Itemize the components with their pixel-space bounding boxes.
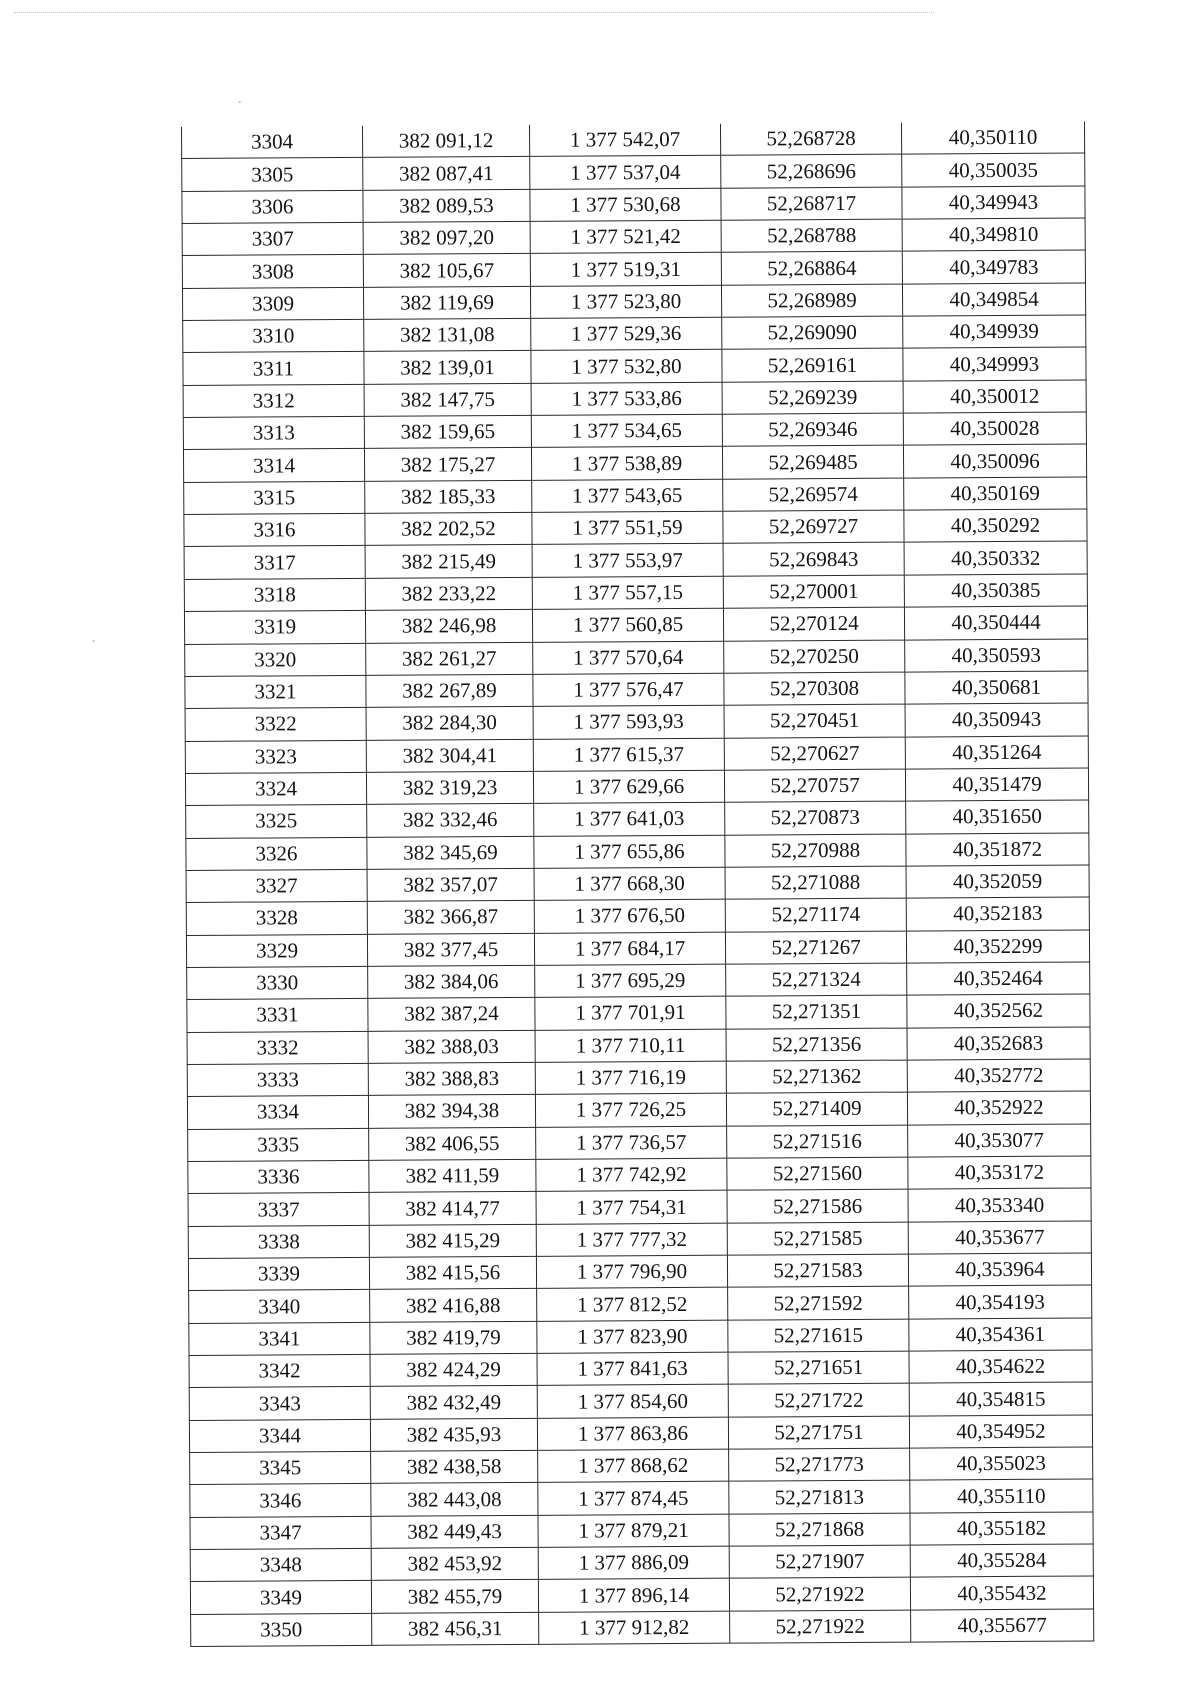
- y-coordinate-cell: 1 377 736,57: [536, 1126, 727, 1160]
- latitude-cell: 52,271409: [726, 1092, 907, 1125]
- longitude-cell: 40,349993: [903, 347, 1086, 380]
- longitude-cell: 40,350681: [905, 671, 1088, 704]
- latitude-cell: 52,269239: [722, 381, 903, 414]
- longitude-cell: 40,353964: [908, 1253, 1091, 1286]
- latitude-cell: 52,271174: [725, 898, 906, 931]
- latitude-cell: 52,271267: [725, 931, 906, 964]
- point-number-cell: 3319: [184, 611, 365, 644]
- x-coordinate-cell: 382 415,29: [369, 1224, 536, 1257]
- point-number-cell: 3307: [182, 222, 363, 255]
- y-coordinate-cell: 1 377 532,80: [531, 350, 722, 384]
- point-number-cell: 3310: [183, 319, 364, 352]
- x-coordinate-cell: 382 332,46: [367, 804, 534, 837]
- longitude-cell: 40,353677: [908, 1221, 1091, 1254]
- y-coordinate-cell: 1 377 553,97: [532, 544, 723, 578]
- longitude-cell: 40,351479: [905, 768, 1088, 801]
- longitude-cell: 40,349810: [902, 218, 1085, 251]
- x-coordinate-cell: 382 414,77: [369, 1192, 536, 1225]
- longitude-cell: 40,355182: [910, 1512, 1093, 1545]
- y-coordinate-cell: 1 377 695,29: [535, 964, 726, 998]
- x-coordinate-cell: 382 119,69: [363, 286, 530, 319]
- longitude-cell: 40,354361: [909, 1318, 1092, 1351]
- y-coordinate-cell: 1 377 716,19: [535, 1061, 726, 1095]
- x-coordinate-cell: 382 246,98: [365, 610, 532, 643]
- point-number-cell: 3317: [184, 546, 365, 579]
- x-coordinate-cell: 382 105,67: [363, 254, 530, 287]
- latitude-cell: 52,269843: [723, 543, 904, 576]
- latitude-cell: 52,270988: [725, 834, 906, 867]
- latitude-cell: 52,271868: [729, 1513, 910, 1546]
- longitude-cell: 40,350169: [904, 477, 1087, 510]
- x-coordinate-cell: 382 387,24: [368, 998, 535, 1031]
- x-coordinate-cell: 382 304,41: [366, 739, 533, 772]
- longitude-cell: 40,352059: [906, 865, 1089, 898]
- x-coordinate-cell: 382 455,79: [371, 1580, 538, 1613]
- x-coordinate-cell: 382 284,30: [366, 707, 533, 740]
- point-number-cell: 3329: [186, 934, 367, 967]
- point-number-cell: 3332: [187, 1031, 368, 1064]
- point-number-cell: 3345: [190, 1451, 371, 1484]
- x-coordinate-cell: 382 384,06: [368, 965, 535, 998]
- x-coordinate-cell: 382 215,49: [365, 545, 532, 578]
- longitude-cell: 40,350385: [904, 574, 1087, 607]
- y-coordinate-cell: 1 377 551,59: [532, 511, 723, 545]
- y-coordinate-cell: 1 377 529,36: [531, 317, 722, 351]
- y-coordinate-cell: 1 377 521,42: [530, 220, 721, 254]
- x-coordinate-cell: 382 424,29: [370, 1353, 537, 1386]
- latitude-cell: 52,271356: [726, 1028, 907, 1061]
- longitude-cell: 40,354193: [909, 1285, 1092, 1318]
- latitude-cell: 52,271813: [729, 1481, 910, 1514]
- longitude-cell: 40,349854: [902, 283, 1085, 316]
- latitude-cell: 52,268864: [721, 251, 902, 284]
- scan-artifact-speck: [238, 101, 241, 103]
- x-coordinate-cell: 382 419,79: [370, 1321, 537, 1354]
- point-number-cell: 3323: [185, 740, 366, 773]
- x-coordinate-cell: 382 147,75: [364, 383, 531, 416]
- point-number-cell: 3339: [188, 1257, 369, 1290]
- longitude-cell: 40,350593: [905, 638, 1088, 671]
- longitude-cell: 40,355432: [910, 1576, 1093, 1609]
- y-coordinate-cell: 1 377 668,30: [534, 867, 725, 901]
- y-coordinate-cell: 1 377 593,93: [533, 705, 724, 739]
- x-coordinate-cell: 382 377,45: [367, 933, 534, 966]
- latitude-cell: 52,271722: [728, 1383, 909, 1416]
- x-coordinate-cell: 382 233,22: [365, 577, 532, 610]
- latitude-cell: 52,269485: [722, 446, 903, 479]
- x-coordinate-cell: 382 159,65: [364, 415, 531, 448]
- y-coordinate-cell: 1 377 684,17: [534, 932, 725, 966]
- latitude-cell: 52,271751: [728, 1416, 909, 1449]
- x-coordinate-cell: 382 443,08: [371, 1483, 538, 1516]
- x-coordinate-cell: 382 319,23: [366, 771, 533, 804]
- y-coordinate-cell: 1 377 655,86: [534, 835, 725, 869]
- point-number-cell: 3320: [185, 643, 366, 676]
- y-coordinate-cell: 1 377 841,63: [537, 1352, 728, 1386]
- x-coordinate-cell: 382 131,08: [364, 318, 531, 351]
- y-coordinate-cell: 1 377 542,07: [529, 124, 720, 157]
- latitude-cell: 52,269727: [723, 510, 904, 543]
- coordinate-table-body: [181, 121, 1093, 1646]
- y-coordinate-cell: 1 377 629,66: [533, 770, 724, 804]
- table-row: [191, 1609, 1094, 1647]
- longitude-cell: 40,354622: [909, 1350, 1092, 1383]
- y-coordinate-cell: 1 377 533,86: [531, 382, 722, 416]
- point-number-cell: 3350: [191, 1613, 372, 1646]
- y-coordinate-cell: 1 377 641,03: [534, 802, 725, 836]
- coordinate-table-page: [181, 121, 1092, 1647]
- y-coordinate-cell: 1 377 742,92: [536, 1158, 727, 1192]
- y-coordinate-cell: 1 377 557,15: [532, 576, 723, 610]
- point-number-cell: 3305: [182, 158, 363, 191]
- longitude-cell: 40,351264: [905, 736, 1088, 769]
- point-number-cell: 3341: [189, 1322, 370, 1355]
- longitude-cell: 40,352772: [907, 1059, 1090, 1092]
- longitude-cell: 40,353172: [908, 1156, 1091, 1189]
- y-coordinate-cell: 1 377 543,65: [532, 479, 723, 513]
- point-number-cell: 3334: [187, 1096, 368, 1129]
- point-number-cell: 3328: [186, 902, 367, 935]
- x-coordinate-cell: 382 261,27: [366, 642, 533, 675]
- longitude-cell: 40,350096: [903, 444, 1086, 477]
- longitude-cell: 40,352683: [907, 1027, 1090, 1060]
- latitude-cell: 52,268696: [721, 154, 902, 187]
- point-number-cell: 3321: [185, 675, 366, 708]
- y-coordinate-cell: 1 377 710,11: [535, 1029, 726, 1063]
- longitude-cell: 40,355284: [910, 1544, 1093, 1577]
- latitude-cell: 52,271362: [726, 1060, 907, 1093]
- y-coordinate-cell: 1 377 874,45: [538, 1482, 729, 1516]
- longitude-cell: 40,351872: [906, 833, 1089, 866]
- scan-artifact-speck: [92, 640, 95, 642]
- x-coordinate-cell: 382 267,89: [366, 674, 533, 707]
- latitude-cell: 52,270873: [725, 801, 906, 834]
- latitude-cell: 52,268788: [721, 219, 902, 252]
- point-number-cell: 3327: [186, 869, 367, 902]
- point-number-cell: 3308: [182, 255, 363, 288]
- point-number-cell: 3311: [183, 352, 364, 385]
- y-coordinate-cell: 1 377 812,52: [537, 1288, 728, 1322]
- longitude-cell: 40,350012: [903, 380, 1086, 413]
- y-coordinate-cell: 1 377 896,14: [538, 1579, 729, 1613]
- longitude-cell: 40,350110: [901, 121, 1084, 154]
- x-coordinate-cell: 382 453,92: [371, 1547, 538, 1580]
- x-coordinate-cell: 382 097,20: [363, 221, 530, 254]
- longitude-cell: 40,349939: [903, 315, 1086, 348]
- x-coordinate-cell: 382 449,43: [371, 1515, 538, 1548]
- latitude-cell: 52,271922: [729, 1578, 910, 1611]
- y-coordinate-cell: 1 377 576,47: [533, 673, 724, 707]
- latitude-cell: 52,271324: [726, 963, 907, 996]
- longitude-cell: 40,349943: [902, 186, 1085, 219]
- latitude-cell: 52,271651: [728, 1351, 909, 1384]
- y-coordinate-cell: 1 377 879,21: [538, 1514, 729, 1548]
- y-coordinate-cell: 1 377 570,64: [533, 641, 724, 675]
- x-coordinate-cell: 382 357,07: [367, 868, 534, 901]
- y-coordinate-cell: 1 377 726,25: [535, 1093, 726, 1127]
- point-number-cell: 3316: [184, 514, 365, 547]
- x-coordinate-cell: 382 388,83: [368, 1062, 535, 1095]
- point-number-cell: 3330: [187, 966, 368, 999]
- latitude-cell: 52,271773: [729, 1448, 910, 1481]
- longitude-cell: 40,351650: [906, 800, 1089, 833]
- longitude-cell: 40,352562: [907, 994, 1090, 1027]
- longitude-cell: 40,355677: [911, 1609, 1094, 1642]
- longitude-cell: 40,354815: [909, 1382, 1092, 1415]
- point-number-cell: 3304: [181, 126, 362, 159]
- scan-artifact-line: [14, 12, 934, 13]
- latitude-cell: 52,268728: [720, 123, 901, 156]
- point-number-cell: 3346: [190, 1484, 371, 1517]
- x-coordinate-cell: 382 202,52: [365, 512, 532, 545]
- latitude-cell: 52,271585: [727, 1222, 908, 1255]
- y-coordinate-cell: 1 377 530,68: [530, 188, 721, 222]
- longitude-cell: 40,350028: [903, 412, 1086, 445]
- point-number-cell: 3335: [188, 1128, 369, 1161]
- x-coordinate-cell: 382 175,27: [364, 448, 531, 481]
- latitude-cell: 52,271560: [727, 1157, 908, 1190]
- y-coordinate-cell: 1 377 676,50: [534, 899, 725, 933]
- longitude-cell: 40,355023: [910, 1447, 1093, 1480]
- longitude-cell: 40,352183: [906, 897, 1089, 930]
- point-number-cell: 3347: [190, 1516, 371, 1549]
- longitude-cell: 40,353077: [908, 1124, 1091, 1157]
- latitude-cell: 52,269574: [723, 478, 904, 511]
- point-number-cell: 3343: [189, 1387, 370, 1420]
- point-number-cell: 3326: [186, 837, 367, 870]
- y-coordinate-cell: 1 377 615,37: [533, 738, 724, 772]
- longitude-cell: 40,350943: [905, 703, 1088, 736]
- x-coordinate-cell: 382 394,38: [368, 1095, 535, 1128]
- y-coordinate-cell: 1 377 912,82: [539, 1611, 730, 1645]
- x-coordinate-cell: 382 406,55: [369, 1127, 536, 1160]
- longitude-cell: 40,350035: [902, 153, 1085, 186]
- latitude-cell: 52,271583: [727, 1254, 908, 1287]
- point-number-cell: 3309: [182, 287, 363, 320]
- point-number-cell: 3337: [188, 1193, 369, 1226]
- y-coordinate-cell: 1 377 796,90: [536, 1255, 727, 1289]
- point-number-cell: 3349: [190, 1581, 371, 1614]
- longitude-cell: 40,352464: [907, 962, 1090, 995]
- latitude-cell: 52,270627: [724, 737, 905, 770]
- point-number-cell: 3338: [188, 1225, 369, 1258]
- y-coordinate-cell: 1 377 823,90: [537, 1320, 728, 1354]
- longitude-cell: 40,354952: [909, 1415, 1092, 1448]
- point-number-cell: 3342: [189, 1354, 370, 1387]
- x-coordinate-cell: 382 411,59: [369, 1159, 536, 1192]
- x-coordinate-cell: 382 432,49: [370, 1386, 537, 1419]
- point-number-cell: 3324: [185, 772, 366, 805]
- latitude-cell: 52,271586: [727, 1189, 908, 1222]
- point-number-cell: 3348: [190, 1548, 371, 1581]
- point-number-cell: 3336: [188, 1160, 369, 1193]
- point-number-cell: 3325: [186, 805, 367, 838]
- point-number-cell: 3312: [183, 384, 364, 417]
- x-coordinate-cell: 382 438,58: [371, 1450, 538, 1483]
- latitude-cell: 52,271922: [730, 1610, 911, 1643]
- latitude-cell: 52,269090: [722, 316, 903, 349]
- x-coordinate-cell: 382 415,56: [369, 1256, 536, 1289]
- point-number-cell: 3333: [187, 1063, 368, 1096]
- latitude-cell: 52,270250: [724, 640, 905, 673]
- x-coordinate-cell: 382 435,93: [370, 1418, 537, 1451]
- point-number-cell: 3313: [183, 416, 364, 449]
- y-coordinate-cell: 1 377 534,65: [531, 414, 722, 448]
- y-coordinate-cell: 1 377 886,09: [538, 1546, 729, 1580]
- y-coordinate-cell: 1 377 868,62: [538, 1449, 729, 1483]
- y-coordinate-cell: 1 377 863,86: [537, 1417, 728, 1451]
- latitude-cell: 52,269346: [722, 413, 903, 446]
- longitude-cell: 40,350332: [904, 541, 1087, 574]
- x-coordinate-cell: 382 388,03: [368, 1030, 535, 1063]
- longitude-cell: 40,352299: [906, 930, 1089, 963]
- y-coordinate-cell: 1 377 854,60: [537, 1385, 728, 1419]
- longitude-cell: 40,353340: [908, 1188, 1091, 1221]
- latitude-cell: 52,271516: [727, 1125, 908, 1158]
- point-number-cell: 3340: [189, 1290, 370, 1323]
- longitude-cell: 40,350292: [904, 509, 1087, 542]
- y-coordinate-cell: 1 377 519,31: [530, 253, 721, 287]
- point-number-cell: 3314: [183, 449, 364, 482]
- y-coordinate-cell: 1 377 537,04: [530, 156, 721, 190]
- latitude-cell: 52,268717: [721, 187, 902, 220]
- x-coordinate-cell: 382 416,88: [370, 1289, 537, 1322]
- point-number-cell: 3322: [185, 708, 366, 741]
- x-coordinate-cell: 382 091,12: [362, 125, 529, 158]
- x-coordinate-cell: 382 089,53: [363, 189, 530, 222]
- latitude-cell: 52,271592: [728, 1286, 909, 1319]
- x-coordinate-cell: 382 139,01: [364, 351, 531, 384]
- point-number-cell: 3318: [184, 578, 365, 611]
- latitude-cell: 52,271088: [725, 866, 906, 899]
- y-coordinate-cell: 1 377 701,91: [535, 996, 726, 1030]
- latitude-cell: 52,271907: [729, 1545, 910, 1578]
- longitude-cell: 40,352922: [907, 1091, 1090, 1124]
- longitude-cell: 40,350444: [904, 606, 1087, 639]
- latitude-cell: 52,271615: [728, 1319, 909, 1352]
- y-coordinate-cell: 1 377 777,32: [536, 1223, 727, 1257]
- latitude-cell: 52,270451: [724, 704, 905, 737]
- point-number-cell: 3331: [187, 999, 368, 1032]
- latitude-cell: 52,270124: [723, 607, 904, 640]
- latitude-cell: 52,270001: [723, 575, 904, 608]
- y-coordinate-cell: 1 377 538,89: [531, 447, 722, 481]
- longitude-cell: 40,349783: [902, 250, 1085, 283]
- x-coordinate-cell: 382 087,41: [363, 157, 530, 190]
- y-coordinate-cell: 1 377 754,31: [536, 1191, 727, 1225]
- x-coordinate-cell: 382 366,87: [367, 901, 534, 934]
- x-coordinate-cell: 382 185,33: [365, 480, 532, 513]
- longitude-cell: 40,355110: [910, 1479, 1093, 1512]
- coordinate-table: [181, 121, 1094, 1647]
- point-number-cell: 3315: [184, 481, 365, 514]
- latitude-cell: 52,270757: [724, 769, 905, 802]
- point-number-cell: 3306: [182, 190, 363, 223]
- latitude-cell: 52,270308: [724, 672, 905, 705]
- latitude-cell: 52,271351: [726, 995, 907, 1028]
- y-coordinate-cell: 1 377 523,80: [530, 285, 721, 319]
- x-coordinate-cell: 382 345,69: [367, 836, 534, 869]
- latitude-cell: 52,268989: [721, 284, 902, 317]
- latitude-cell: 52,269161: [722, 349, 903, 382]
- x-coordinate-cell: 382 456,31: [372, 1612, 539, 1645]
- y-coordinate-cell: 1 377 560,85: [532, 608, 723, 642]
- point-number-cell: 3344: [189, 1419, 370, 1452]
